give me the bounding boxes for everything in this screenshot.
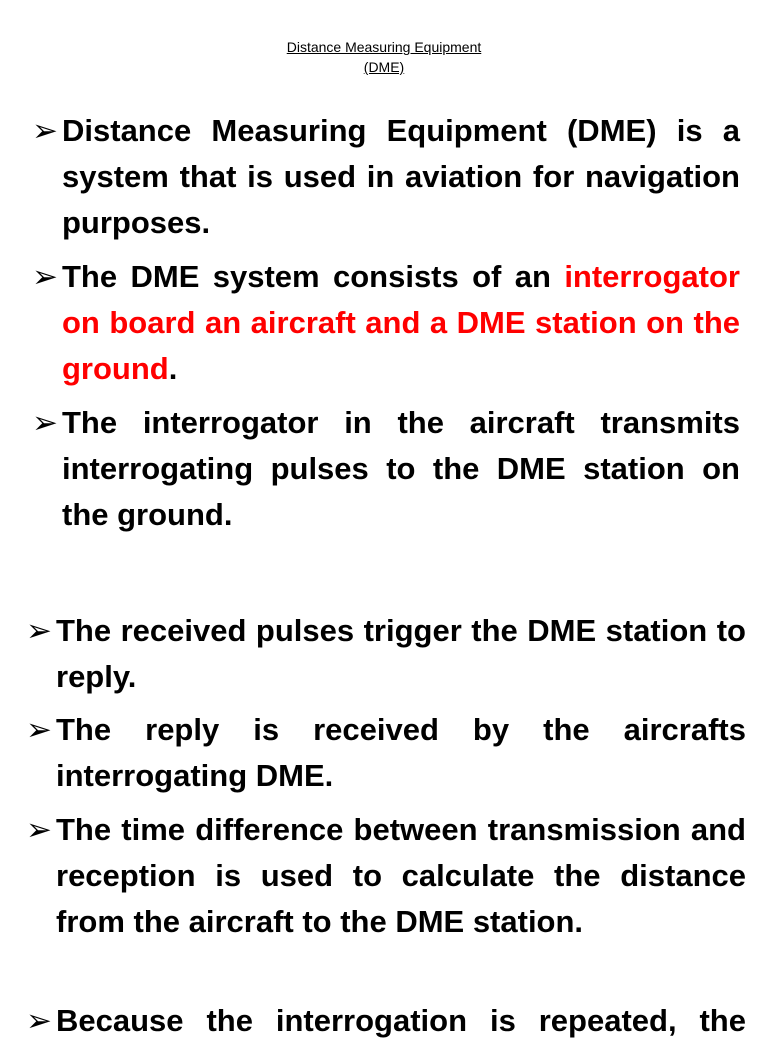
bullet-text: The time difference between transmission and reception is used to calculate the distance from the aircraft to the DME station. xyxy=(56,812,746,939)
title-line-2: (DME) xyxy=(363,59,405,75)
bullet-text: The DME system consists of an xyxy=(62,259,565,294)
bullet-station-reply xyxy=(26,608,746,700)
bullet-text: Because the interrogation is repeated, the xyxy=(56,1003,746,1038)
arrow-bullet-icon: ➢ xyxy=(26,712,52,747)
bullet-repeated-interrogation xyxy=(26,998,746,1044)
highlighted-text: interrogator on board an aircraft and a DME station on the ground xyxy=(62,259,740,386)
bullet-dme-components xyxy=(32,254,740,392)
title-line-1: Distance Measuring Equipment xyxy=(286,39,482,55)
bullet-text-end: . xyxy=(168,351,178,386)
bullet-text: The reply is received by the aircrafts interrogating DME. xyxy=(56,712,746,793)
bullet-text: The interrogator in the aircraft transmits interrogating pulses to the DME station on the ground. xyxy=(62,405,740,532)
arrow-bullet-icon: ➢ xyxy=(26,613,52,648)
arrow-bullet-icon: ➢ xyxy=(26,1003,52,1038)
arrow-bullet-icon: ➢ xyxy=(26,812,52,847)
bullet-text: Distance Measuring Equipment (DME) is a system that is used in aviation for navigation purposes. xyxy=(62,113,740,240)
arrow-bullet-icon: ➢ xyxy=(32,259,58,294)
bullet-text: The received pulses trigger the DME station to reply. xyxy=(56,613,746,694)
bullet-reply-received xyxy=(26,707,746,799)
arrow-bullet-icon: ➢ xyxy=(32,405,58,440)
bullet-dme-definition xyxy=(32,108,740,246)
bullet-time-difference xyxy=(26,807,746,945)
arrow-bullet-icon: ➢ xyxy=(32,113,58,148)
bullet-interrogator-transmits xyxy=(32,400,740,538)
document-title xyxy=(0,37,768,77)
